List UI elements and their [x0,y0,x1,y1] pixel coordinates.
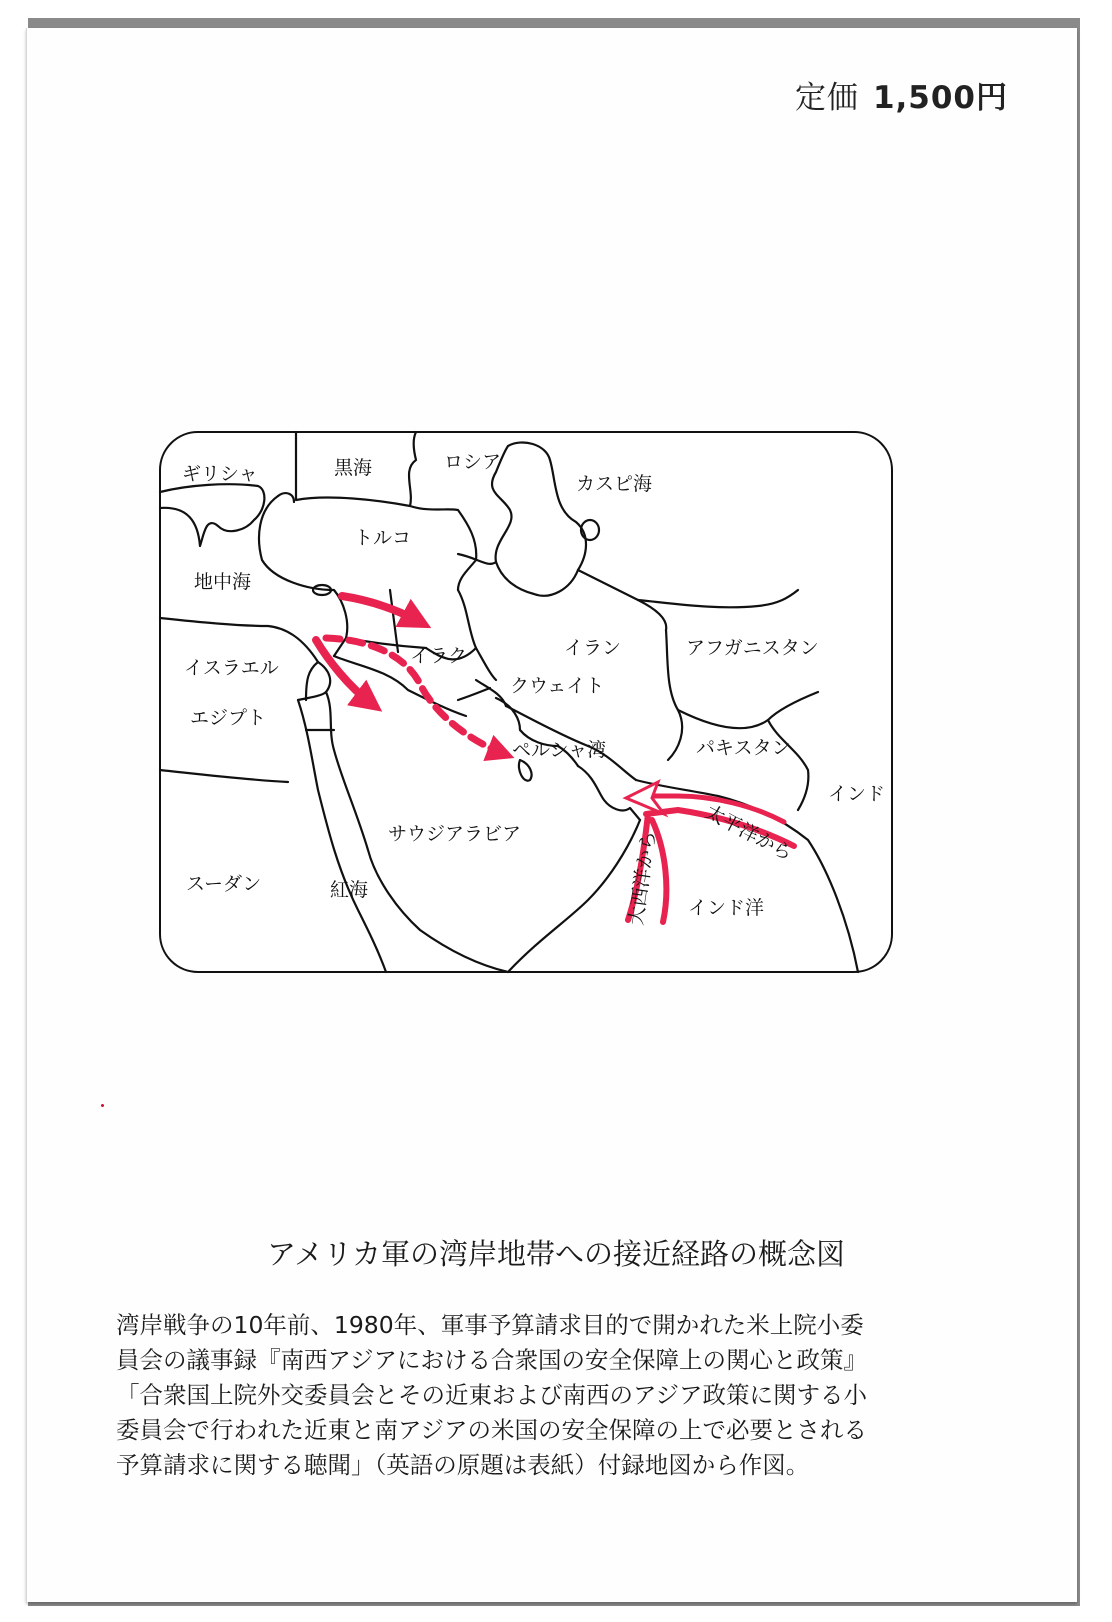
label-atlantic-route: 大西洋から [625,829,661,927]
label-pacific-route: 太平洋から [701,800,796,866]
price-amount: 1,500円 [872,80,1008,116]
label-greece: ギリシャ [182,463,258,485]
label-saudi-arabia: サウジアラビア [388,823,522,845]
label-sudan: スーダン [186,873,262,895]
map-svg [158,430,936,976]
label-egypt: エジプト [190,707,267,729]
label-caspian: カスピ海 [576,473,653,495]
label-afghanistan: アフガニスタン [686,637,819,659]
price-label: 定価 [794,80,859,116]
label-pakistan: パキスタン [696,737,791,759]
price-tag [795,72,1008,117]
map-frame [160,432,892,972]
label-mediterranean: 地中海 [194,571,252,593]
label-persian-gulf: ペルシャ湾 [512,739,607,761]
label-india: インド [828,783,886,805]
label-israel: イスラエル [184,657,279,679]
label-black-sea: 黒海 [334,457,373,479]
label-iraq: イラク [410,645,468,667]
label-iran: イラン [564,637,622,659]
label-turkey: トルコ [354,527,412,549]
stray-ink-dot [101,1104,104,1107]
label-kuwait: クウェイト [510,675,605,697]
label-red-sea: 紅海 [330,879,369,901]
label-russia: ロシア [444,451,502,473]
label-indian-ocean: インド洋 [688,897,765,919]
approach-route-map [158,430,936,976]
description-paragraph: 湾岸戦争の10年前、1980年、軍事予算請求目的で開かれた米上院小委 員会の議事録『南西アジアにおける合衆国の安全保障上の関心と政策』 「合衆国上院外交委員会とその近東および南西のアジア政策に関する小 委員会で行われた近東と南アジアの米国の安全保障の上で必要とされる 予算請求に関する聴聞」（英語の原題は表紙）付録地図から作図。 [116,1311,868,1479]
map-caption: アメリカ軍の湾岸地帯への接近経路の概念図 [267,1237,845,1271]
